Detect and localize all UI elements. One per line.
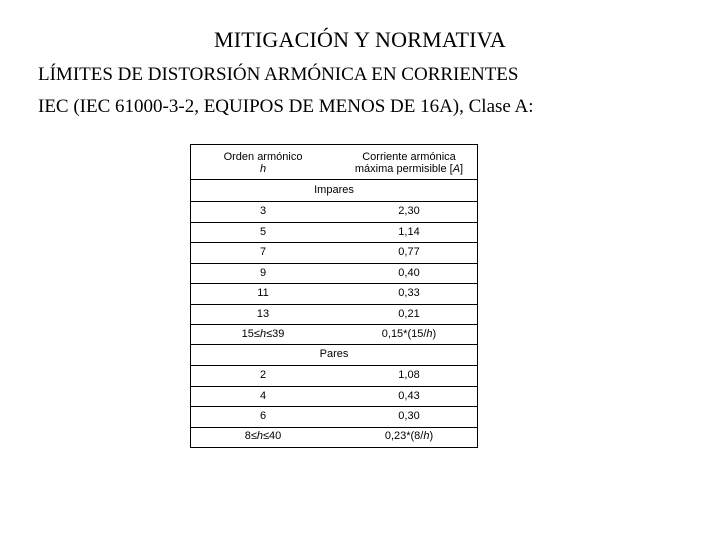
pares-row-current: 0,30 — [398, 410, 420, 422]
subtitle-line-1: LÍMITES DE DISTORSIÓN ARMÓNICA EN CORRIENTES — [38, 64, 519, 85]
impares-row-order: 9 — [259, 266, 267, 279]
subtitle-line-2: IEC (IEC 61000-3-2, EQUIPOS DE MENOS DE 16A), Clase A: — [38, 96, 534, 117]
pares-range-order: 8≤h≤40 — [244, 430, 282, 442]
section-impares: Impares — [314, 184, 354, 196]
header-current-label: Corriente armónica — [362, 151, 456, 163]
pares-row-order: 6 — [259, 410, 267, 422]
pares-row-order: 4 — [259, 389, 267, 402]
impares-row-order: 13 — [256, 307, 270, 320]
divider — [191, 242, 477, 243]
impares-range-order: 15≤h≤39 — [241, 328, 285, 340]
impares-row-current: 0,21 — [398, 307, 420, 320]
divider — [191, 344, 477, 345]
divider — [191, 365, 477, 366]
divider — [191, 406, 477, 407]
impares-row-current: 1,14 — [398, 225, 420, 238]
impares-row-order: 3 — [259, 205, 267, 217]
pares-row-current: 0,43 — [398, 389, 420, 402]
header-current — [349, 151, 469, 175]
impares-row-current: 0,40 — [398, 266, 420, 279]
divider — [191, 324, 477, 325]
pares-row-order: 2 — [259, 369, 267, 381]
impares-row-order: 7 — [259, 246, 267, 258]
pares-range-current: 0,23*(8/h) — [384, 430, 434, 442]
harmonic-limits-table — [190, 144, 478, 448]
divider — [191, 427, 477, 428]
divider — [191, 283, 477, 284]
impares-row-current: 0,77 — [398, 246, 420, 258]
impares-range-current: 0,15*(15/h) — [381, 328, 437, 340]
impares-row-current: 0,33 — [398, 287, 420, 299]
impares-row-current: 2,30 — [398, 205, 420, 217]
header-order — [211, 151, 315, 175]
header-order-label: Orden armónico — [223, 151, 303, 163]
divider — [191, 201, 477, 202]
section-pares: Pares — [319, 348, 349, 360]
impares-row-order: 5 — [259, 225, 267, 238]
divider — [191, 222, 477, 223]
divider — [191, 386, 477, 387]
page-title: MITIGACIÓN Y NORMATIVA — [213, 27, 507, 52]
divider — [191, 263, 477, 264]
header-order-symbol: h — [259, 163, 267, 175]
impares-row-order: 11 — [257, 287, 269, 299]
divider — [191, 179, 477, 180]
divider — [191, 304, 477, 305]
pares-row-current: 1,08 — [398, 369, 420, 381]
header-current-unit: máxima permisible [A] — [354, 163, 464, 175]
